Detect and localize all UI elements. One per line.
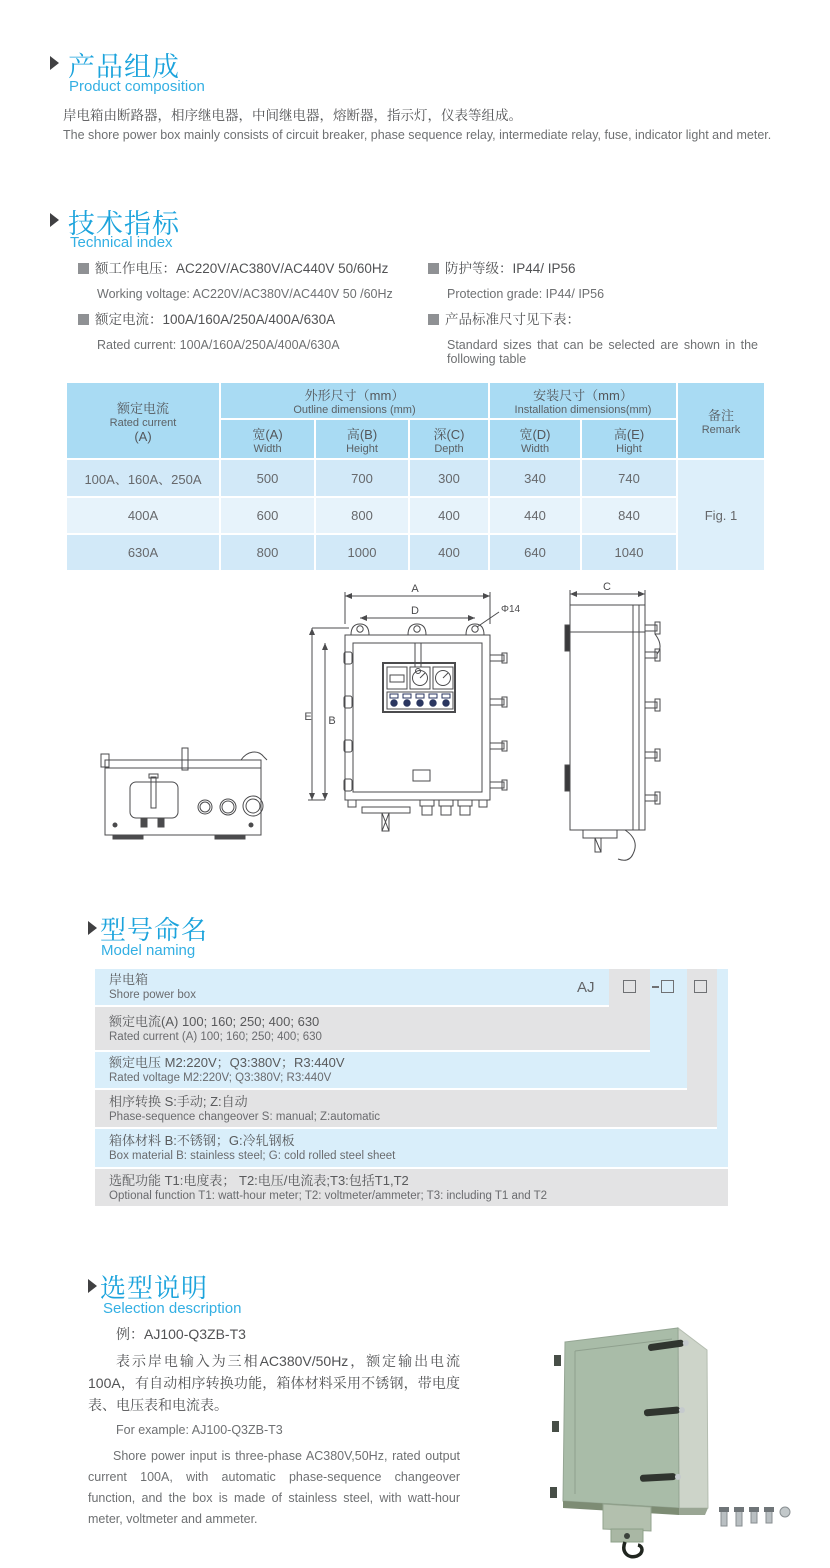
remark-cell: Fig. 1 (677, 459, 765, 571)
selection-example-cn: 例：AJ100-Q3ZB-T3 (116, 1326, 246, 1342)
col-header-outline-dimensions: 外形尺寸（mm） Outline dimensions (mm) (220, 382, 489, 419)
code-box-icon (694, 980, 707, 993)
drawing-front-view (304, 583, 520, 831)
spec-item-working-voltage: 额工作电压：AC220V/AC380V/AC440V 50/60Hz Working voltage: AC220V/AC380V/AC440V 50 /60Hz (78, 257, 423, 301)
naming-row-phase-sequence: 相序转换 S:手动; Z:自动 Phase-sequence changeover S: manual; Z:automatic (95, 1090, 717, 1127)
naming-row-optional-function: 选配功能 T1:电度表； T2:电压/电流表;T3:包括T1,T2 Optional function T1: watt-hour meter; T2: voltmeter/ammeter; T3: including T1 and T2 (95, 1169, 728, 1206)
bullet-square-icon (428, 263, 439, 274)
col-header-height-b: 高(B) Height (315, 419, 409, 459)
spec-item-standard-sizes: 产品标准尺寸见下表： Standard sizes that can be selected are shown in the following table (428, 308, 758, 366)
naming-row-rated-voltage: 额定电压 M2:220V；Q3:380V；R3:440V Rated voltage M2:220V; Q3:380V; R3:440V (95, 1052, 687, 1088)
dim-label-c: C (603, 581, 611, 593)
selection-example-en: For example: AJ100-Q3ZB-T3 (116, 1423, 283, 1437)
selection-body-cn: 表示岸电输入为三相AC380V/50Hz，额定输出电流100A，有自动相序转换功能，箱体材料采用不锈钢，带电度表、电压表和电流表。 (88, 1353, 460, 1413)
naming-row-rated-current: 额定电流(A) 100; 160; 250; 400; 630 Rated current (A) 100; 160; 250; 400; 630 (95, 1007, 650, 1050)
section-subtitle-selection-description: Selection description (103, 1300, 242, 1317)
col-header-width-d: 宽(D) Width (489, 419, 581, 459)
section-subtitle-technical-index: Technical index (70, 234, 173, 251)
drawing-bottom-view (101, 748, 267, 839)
model-code-prefix: AJ (577, 979, 595, 996)
section-subtitle-model-naming: Model naming (101, 942, 196, 959)
selection-body-en: Shore power input is three-phase AC380V,50Hz, rated output current 100A, with automatic phase-sequence changeover function, and the box is made of stainless steel, with watt-hour meter, voltmeter and ammeter. (88, 1449, 460, 1526)
naming-row-shore-power-box: 岸电箱 Shore power box (95, 969, 609, 1005)
code-box-icon (661, 980, 674, 993)
meter-panel (383, 663, 455, 712)
section-arrow-icon (88, 1279, 97, 1293)
section-arrow-icon (88, 921, 97, 935)
product-composition-text-cn: 岸电箱由断路器，相序继电器，中间继电器，熔断器，指示灯，仪表等组成。 (63, 108, 522, 123)
section-arrow-icon (50, 213, 59, 227)
dim-label-d: D (411, 605, 419, 617)
shore-power-box-photo (550, 1328, 790, 1557)
section-title-product-composition: 产品组成 (68, 52, 180, 82)
product-composition-text-en: The shore power box mainly consists of circuit breaker, phase sequence relay, intermediate relay, fuse, indicator light and meter. (63, 128, 772, 142)
drawing-side-view (565, 581, 660, 860)
spec-item-rated-current: 额定电流：100A/160A/250A/400A/630A Rated current: 100A/160A/250A/400A/630A (78, 308, 423, 352)
code-dash-icon (652, 986, 659, 988)
naming-row-box-material: 箱体材料 B:不锈钢；G:冷轧钢板 Box material B: stainless steel; G: cold rolled steel sheet (95, 1129, 728, 1167)
spec-item-protection-grade: 防护等级：IP44/ IP56 Protection grade: IP44/ IP56 (428, 257, 758, 301)
dim-label-phi14: Φ14 (501, 604, 521, 615)
col-header-rated-current: 额定电流 Rated current (A) (66, 382, 220, 459)
dim-label-e: E (304, 711, 312, 723)
section-title-selection-description: 选型说明 (100, 1273, 209, 1303)
section-title-model-naming: 型号命名 (100, 915, 209, 945)
latch-icons (490, 653, 507, 790)
table-row: 630A 800 1000 400 640 1040 (66, 534, 765, 571)
table-row: 400A 600 800 400 440 840 (66, 497, 765, 534)
latch-icons (645, 622, 660, 804)
product-photo (545, 1298, 830, 1566)
section-title-technical-index: 技术指标 (68, 209, 180, 239)
model-naming-diagram (95, 969, 728, 1206)
dim-label-a: A (411, 583, 419, 595)
col-header-width-a: 宽(A) Width (220, 419, 315, 459)
section-subtitle-product-composition: Product composition (69, 78, 205, 95)
dim-label-b: B (328, 715, 336, 727)
cable-gland-icons (420, 800, 472, 815)
dimensions-table (65, 381, 766, 572)
col-header-installation-dimensions: 安装尺寸（mm） Installation dimensions(mm) (489, 382, 677, 419)
cable-gland-icons (719, 1507, 790, 1526)
table-row: 100A、160A、250A 500 700 300 340 740 Fig. 1 (66, 459, 765, 497)
bullet-square-icon (78, 314, 89, 325)
bullet-square-icon (428, 314, 439, 325)
col-header-remark: 备注 Remark (677, 382, 765, 459)
section-arrow-icon (50, 56, 59, 70)
col-header-depth-c: 深(C) Depth (409, 419, 489, 459)
technical-drawing (65, 580, 765, 890)
col-header-hight-e: 高(E) Hight (581, 419, 677, 459)
bullet-square-icon (78, 263, 89, 274)
code-box-icon (623, 980, 636, 993)
